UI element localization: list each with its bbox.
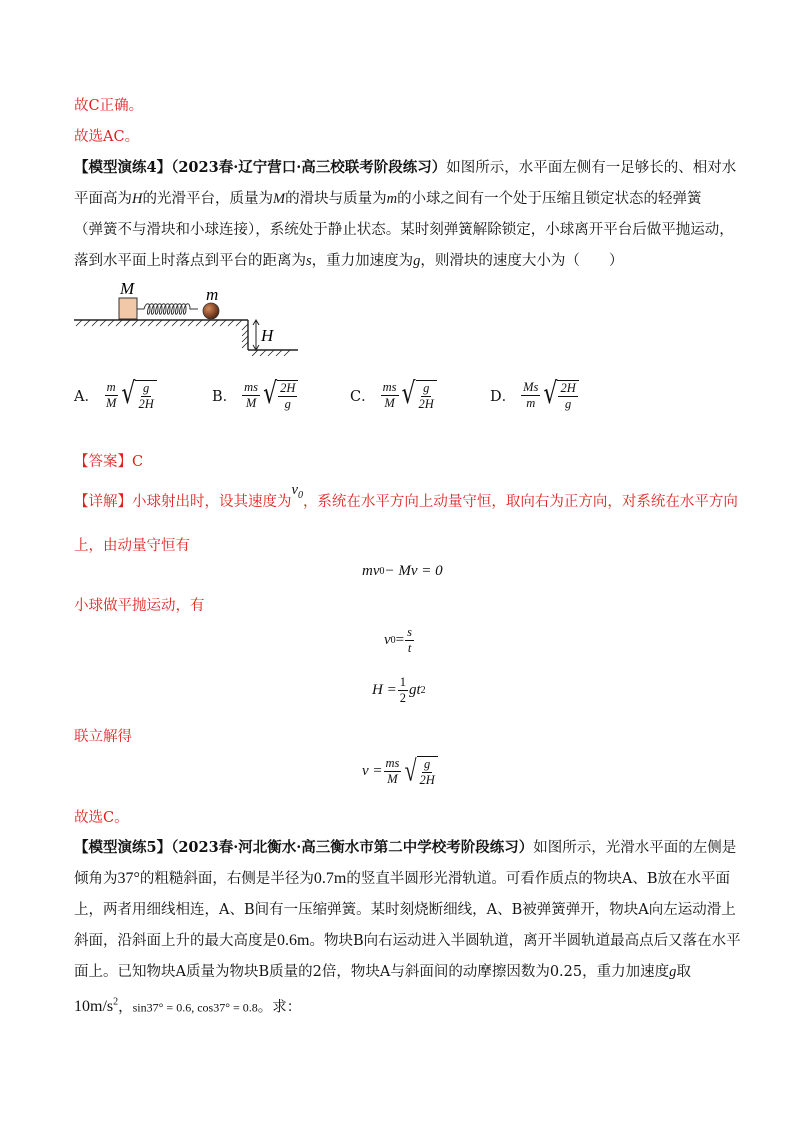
q4-text: ，则滑块的速度大小为（ ） xyxy=(420,253,624,269)
detail-line-2: 上，由动量守恒有 xyxy=(74,538,190,554)
option-b[interactable] xyxy=(212,377,298,412)
detail-line-4: 联立解得 xyxy=(74,729,132,745)
q5-line-3: 上，两者用细线相连，A、B间有一压缩弹簧。某时刻烧断细线，A、B被弹簧弹开，物块A向左运动滑上 xyxy=(74,902,736,918)
detail-tag: 【详解】 xyxy=(74,494,132,510)
platform-hatching xyxy=(76,320,242,326)
q5-text: 面上。已知物块A质量为物块B质量的2倍，物块A与斜面间的动摩擦因数为0.25，重力加速度 xyxy=(74,964,670,980)
option-a[interactable] xyxy=(74,377,157,412)
figure-label-H: H xyxy=(261,326,274,345)
ball-m xyxy=(203,303,219,319)
final-choice-line: 故选C。 xyxy=(74,810,129,826)
detail-text: 小球射出时，设其速度为 xyxy=(132,494,292,510)
result-equation: v = $\frac{ms}{M}$ √ $\frac{g}{2H}$ xyxy=(362,756,438,786)
height-equation: H = $\frac{1}{2}$ gt 2 xyxy=(372,675,426,705)
q5-line-5 xyxy=(74,962,691,982)
option-label: B． xyxy=(212,388,238,405)
q4-text: ，重力加速度为 xyxy=(311,253,414,269)
q4-var-M: M xyxy=(272,191,286,207)
conclusion-line-1: 故C正确。 xyxy=(74,98,144,114)
platform-spring-figure xyxy=(70,278,300,358)
option-sqrt: √ $\frac{g}{2H}$ xyxy=(121,380,156,410)
option-sqrt: √ $\frac{2H}{g}$ xyxy=(543,380,578,410)
spring xyxy=(137,304,198,315)
option-fraction: $\frac{ms}{M}$ xyxy=(382,380,397,410)
q5-text: 。求： xyxy=(257,999,302,1016)
q4-text: 的滑块与质量为 xyxy=(285,191,387,207)
q5-text: ， xyxy=(118,999,133,1016)
q4-text: 落到水平面上时落点到平台的距离为 xyxy=(74,253,306,269)
q4-line-3: （弹簧不与滑块和小球连接），系统处于静止状态。某时刻弹簧解除锁定，小球离开平台后做平抛运动， xyxy=(74,222,734,238)
wall-hatching xyxy=(242,324,248,348)
option-label: C． xyxy=(350,388,376,405)
q4-text: 的光滑平台，质量为 xyxy=(142,191,273,207)
option-d[interactable] xyxy=(490,377,579,412)
option-fraction: $\frac{Ms}{m}$ xyxy=(523,380,539,410)
q5-text: 的竖直半圆形光滑轨道。可看作质点的物块A、B放在水平面 xyxy=(346,871,730,887)
detail-line-1 xyxy=(74,482,738,518)
q4-source: （2023春·辽宁营口·高三校联考阶段练习） xyxy=(171,159,447,176)
block-M xyxy=(119,298,137,319)
q5-angle: 37° xyxy=(117,870,140,887)
conclusion-line-2: 故选AC。 xyxy=(74,129,140,145)
q4-line-1 xyxy=(74,158,736,178)
q4-tag: 【模型演练4】 xyxy=(74,159,172,176)
q4-text: 的小球之间有一个处于压缩且锁定状态的轻弹簧 xyxy=(397,191,702,207)
figure-label-M: M xyxy=(120,279,135,298)
q5-text: 斜面，沿斜面上升的最大高度是 xyxy=(74,933,277,949)
q5-height: 0.6m xyxy=(277,932,310,949)
q4-var-m: m xyxy=(386,191,398,207)
q4-text: 平面高为 xyxy=(74,191,132,207)
q4-text-1: 如图所示，水平面左侧有一足够长的、相对水 xyxy=(446,160,737,176)
q5-var-g: g xyxy=(669,964,677,980)
q5-gravity-value: $10m/s^2$ xyxy=(74,997,119,1016)
q5-line-1 xyxy=(74,838,736,858)
option-fraction: $\frac{ms}{M}$ xyxy=(244,380,259,410)
q5-source: （2023春·河北衡水·高三衡水市第二中学校考阶段练习） xyxy=(171,839,534,856)
q4-var-g: g xyxy=(413,253,421,269)
q4-var-H: H xyxy=(132,191,143,207)
q5-trig-values: sin37° = 0.6, cos37° = 0.8 xyxy=(132,1000,258,1015)
ground-hatching xyxy=(252,350,290,356)
option-label: D． xyxy=(490,388,517,405)
option-sqrt: √ $\frac{2H}{g}$ xyxy=(263,380,298,410)
q5-line-6 xyxy=(74,993,301,1017)
q5-text: 倾角为 xyxy=(74,871,118,887)
q5-text: 如图所示，光滑水平面的左侧是 xyxy=(533,840,737,856)
q5-text: 的粗糙斜面，右侧是半径为 xyxy=(139,871,314,887)
q5-text: 。物块B向右运动进入半圆轨道，离开半圆轨道最高点后又落在水平 xyxy=(309,933,741,949)
option-fraction: $\frac{m}{M}$ xyxy=(105,380,117,410)
q5-line-4 xyxy=(74,931,741,951)
detail-line-3: 小球做平抛运动，有 xyxy=(74,598,205,614)
v0-symbol: $v_0$ xyxy=(291,482,303,501)
q5-radius: 0.7m xyxy=(313,870,347,887)
q5-line-2 xyxy=(74,869,730,889)
velocity-equation: v 0 = $\frac{s}{t}$ xyxy=(384,625,413,655)
option-sqrt: √ $\frac{g}{2H}$ xyxy=(402,380,437,410)
answer-line: 【答案】C xyxy=(74,454,144,470)
figure-label-m: m xyxy=(206,285,219,304)
q4-var-s: s xyxy=(306,253,312,269)
q4-line-4 xyxy=(74,251,623,271)
q5-text: 取 xyxy=(676,964,691,980)
momentum-equation: mv 0 − Mv = 0 xyxy=(362,563,443,579)
q4-line-2 xyxy=(74,189,702,209)
option-c[interactable] xyxy=(350,377,437,412)
option-label: A． xyxy=(74,388,99,405)
detail-text: ，系统在水平方向上动量守恒，取向右为正方向，对系统在水平方向 xyxy=(302,494,738,510)
q5-tag: 【模型演练5】 xyxy=(74,839,172,856)
